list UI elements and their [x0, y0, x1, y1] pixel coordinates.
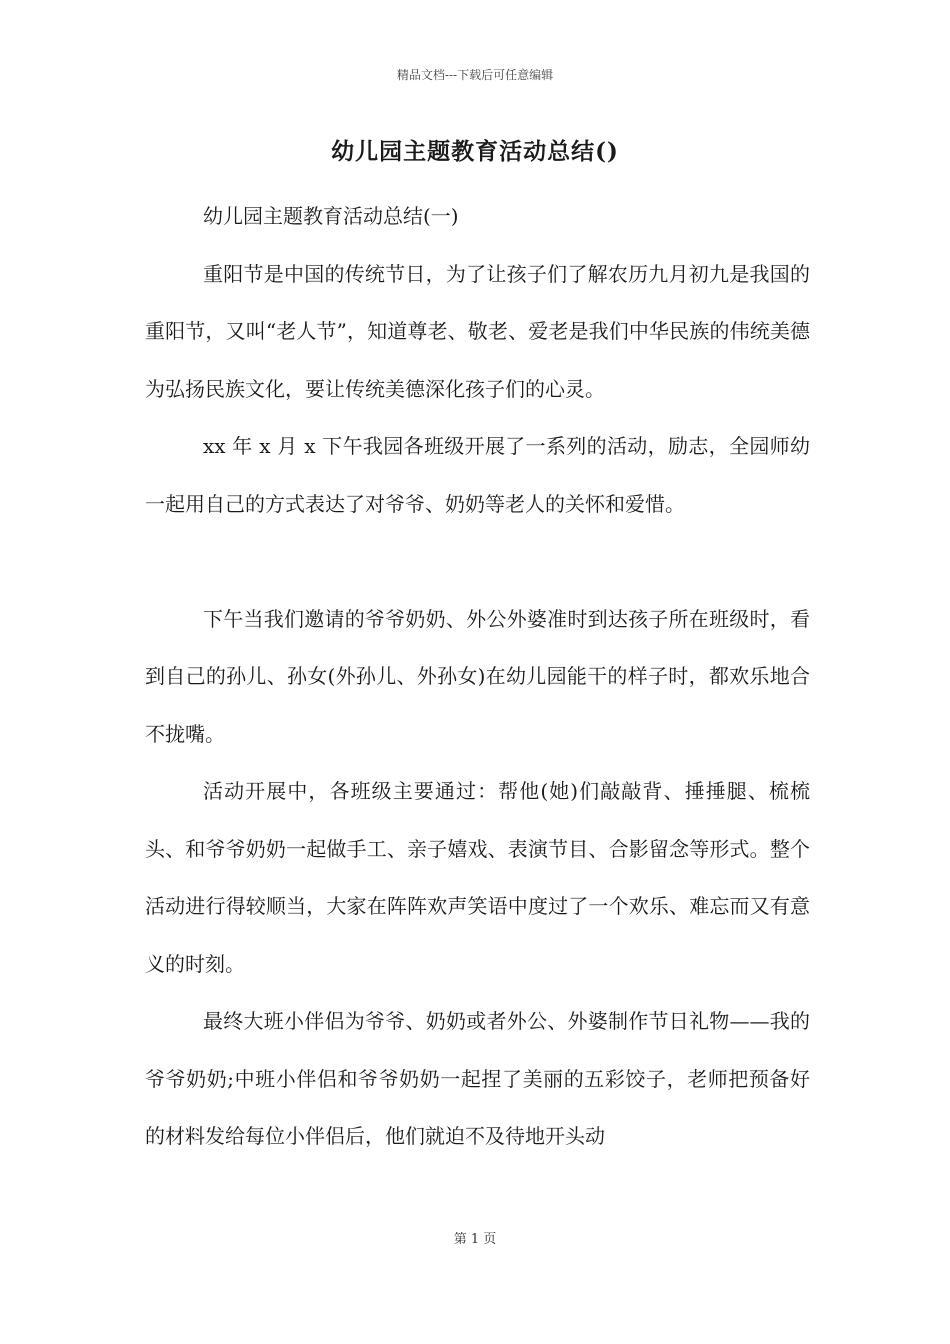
section-subtitle: 幼儿园主题教育活动总结(一)	[203, 204, 459, 228]
paragraph-1: 重阳节是中国的传统节日，为了让孩子们了解农历九月初九是我国的重阳节，又叫“老人节”，知道尊老、敬老、爱老是我们中华民族的伟统美德为弘扬民族文化，要让传统美德深化孩子们的心灵。	[145, 261, 810, 401]
document-body	[145, 188, 810, 1166]
paragraph-5: 最终大班小伴侣为爷爷、奶奶或者外公、外婆制作节日礼物——我的爷爷奶奶;中班小伴侣和爷爷奶奶一起捏了美丽的五彩饺子，老师把预备好的材料发给每位小伴侣后，他们就迫不及待地开头动	[145, 1009, 810, 1148]
paragraph-4: 活动开展中，各班级主要通过：帮他(她)们敲敲背、捶捶腿、梳梳头、和爷爷奶奶一起做手工、亲子嬉戏、表演节目、合影留念等形式。整个活动进行得较顺当，大家在阵阵欢声笑语中度过了一个欢乐、难忘而又有意义的时刻。	[145, 779, 810, 976]
page-number: 第 1 页	[453, 1232, 497, 1247]
paragraph-3: 下午当我们邀请的爷爷奶奶、外公外婆准时到达孩子所在班级时，看到自己的孙儿、孙女(外孙儿、外孙女)在幼儿园能干的样子时，都欢乐地合不拢嘴。	[145, 606, 810, 746]
paragraph-2: xx 年 x 月 x 下午我园各班级开展了一系列的活动，励志，全园师幼一起用自己的方式表达了对爷爷、奶奶等老人的关怀和爱惜。	[145, 434, 810, 516]
page-header: 精品文档---下载后可任意编辑	[396, 68, 554, 82]
document-title: 幼儿园主题教育活动总结()	[331, 138, 619, 165]
